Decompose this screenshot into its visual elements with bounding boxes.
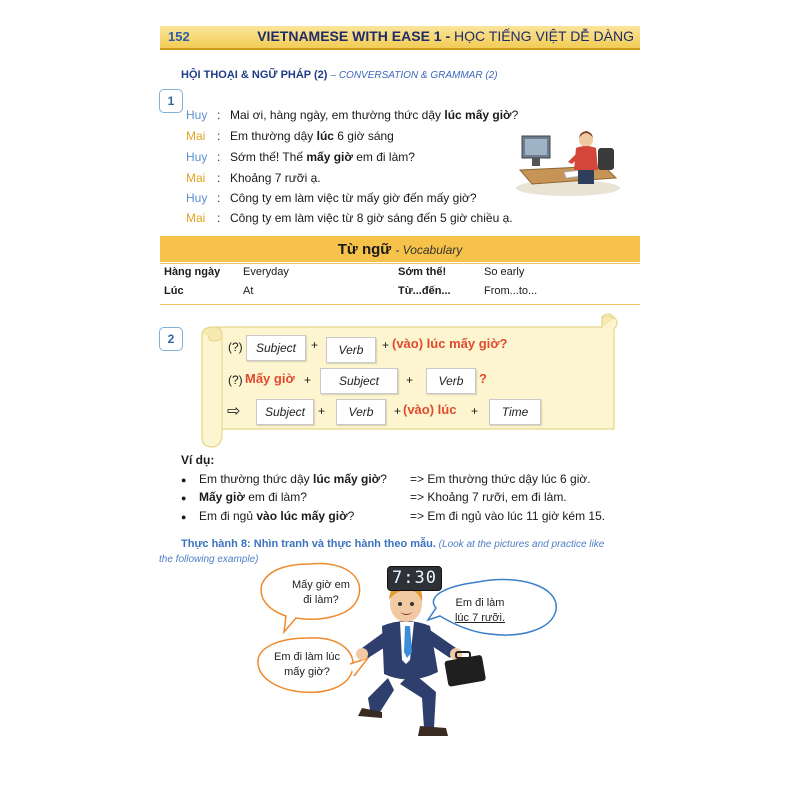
office-worker-illustration bbox=[512, 126, 624, 198]
question-phrase: (vào) lúc mấy giờ? bbox=[392, 336, 508, 351]
section-title bbox=[181, 69, 498, 81]
examples-label: Ví dụ: bbox=[181, 453, 215, 467]
section-title-vi: HỘI THOẠI & NGỮ PHÁP (2) bbox=[181, 69, 328, 81]
plus-sign: + bbox=[471, 404, 479, 418]
verb-box: Verb bbox=[336, 399, 386, 425]
question-marker: (?) bbox=[228, 373, 243, 387]
speech-bubble-right: Em đi làm lúc 7 rưỡi. bbox=[454, 597, 506, 624]
example-question: Mấy giờ em đi làm? bbox=[199, 490, 307, 504]
vocab-definition: From...to... bbox=[484, 285, 538, 297]
speaker-name: Mai bbox=[186, 129, 206, 143]
verb-box: Verb bbox=[326, 337, 376, 363]
exercise-badge-1: 1 bbox=[159, 89, 183, 113]
speaker-name: Mai bbox=[186, 211, 206, 225]
divider bbox=[160, 263, 640, 264]
verb-box: Verb bbox=[426, 368, 476, 394]
time-box: Time bbox=[489, 399, 541, 425]
plus-sign: + bbox=[382, 338, 390, 352]
utterance: Công ty em làm việc từ 8 giờ sáng đến 5 giờ chiều ạ. bbox=[230, 211, 513, 225]
digital-clock-icon: 7:30 bbox=[387, 566, 442, 591]
answer-phrase: (vào) lúc bbox=[403, 402, 457, 417]
vocab-term: Từ...đến... bbox=[398, 285, 451, 297]
divider bbox=[160, 304, 640, 305]
vocab-term: Lúc bbox=[164, 285, 184, 297]
example-question: Em thường thức dậy lúc mấy giờ? bbox=[199, 472, 387, 486]
page-number: 152 bbox=[168, 29, 190, 44]
speech-bubble-left-top: Mấy giờ em đi làm? bbox=[292, 579, 350, 606]
plus-sign: + bbox=[318, 404, 326, 418]
utterance: Khoảng 7 rưỡi ạ. bbox=[230, 171, 321, 185]
utterance: Công ty em làm việc từ mấy giờ đến mấy giờ? bbox=[230, 191, 477, 205]
subject-box: Subject bbox=[256, 399, 314, 425]
utterance: Em thường dậy lúc 6 giờ sáng bbox=[230, 129, 394, 143]
bullet-icon: ● bbox=[181, 512, 187, 522]
vocab-term: Sớm thế! bbox=[398, 266, 447, 278]
question-marker: (?) bbox=[228, 340, 243, 354]
example-answer: => Khoảng 7 rưỡi, em đi làm. bbox=[410, 490, 567, 504]
speaker-name: Huy bbox=[186, 150, 208, 164]
vocab-definition: Everyday bbox=[243, 266, 289, 278]
speaker-name: Huy bbox=[186, 108, 208, 122]
vocabulary-header bbox=[160, 236, 640, 262]
vocab-term: Hàng ngày bbox=[164, 266, 221, 278]
plus-sign: + bbox=[304, 373, 312, 387]
vocab-definition: At bbox=[243, 285, 254, 297]
grammar-scroll bbox=[200, 313, 626, 449]
bullet-icon: ● bbox=[181, 475, 187, 485]
subject-box: Subject bbox=[320, 368, 398, 394]
practice-instruction: Thực hành 8: Nhìn tranh và thực hành theo mẫu. (Look at the pictures and practice like bbox=[181, 538, 605, 550]
exercise-badge-2: 2 bbox=[159, 327, 183, 351]
example-answer: => Em đi ngủ vào lúc 11 giờ kém 15. bbox=[410, 509, 606, 523]
page-header bbox=[160, 26, 640, 50]
speaker-name: Mai bbox=[186, 171, 206, 185]
example-question: Em đi ngủ vào lúc mấy giờ? bbox=[199, 509, 355, 523]
example-answer: => Em thường thức dậy lúc 6 giờ. bbox=[410, 472, 591, 486]
vocabulary-title: Từ ngữ - Vocabulary bbox=[337, 241, 463, 258]
speech-bubble-left-bottom: Em đi làm lúc mấy giờ? bbox=[273, 651, 341, 678]
arrow-icon: ⇨ bbox=[227, 403, 241, 420]
question-word: Mấy giờ bbox=[245, 371, 295, 386]
practice-instruction-cont: the following example) bbox=[159, 554, 259, 565]
utterance: Mai ơi, hàng ngày, em thường thức dậy lúc mấy giờ? bbox=[230, 108, 519, 122]
book-title-bold: VIETNAMESE WITH EASE 1 - bbox=[257, 28, 451, 44]
question-mark: ? bbox=[479, 371, 487, 386]
vocab-definition: So early bbox=[484, 266, 525, 278]
plus-sign: + bbox=[394, 404, 402, 418]
section-title-en: – CONVERSATION & GRAMMAR (2) bbox=[330, 70, 498, 81]
book-title bbox=[257, 28, 634, 44]
plus-sign: + bbox=[311, 338, 319, 352]
book-title-rest: HỌC TIẾNG VIỆT DỄ DÀNG bbox=[454, 28, 634, 44]
subject-box: Subject bbox=[246, 335, 306, 361]
plus-sign: + bbox=[406, 373, 414, 387]
utterance: Sớm thế! Thế mấy giờ em đi làm? bbox=[230, 150, 415, 164]
speaker-name: Huy bbox=[186, 191, 208, 205]
bullet-icon: ● bbox=[181, 493, 187, 503]
